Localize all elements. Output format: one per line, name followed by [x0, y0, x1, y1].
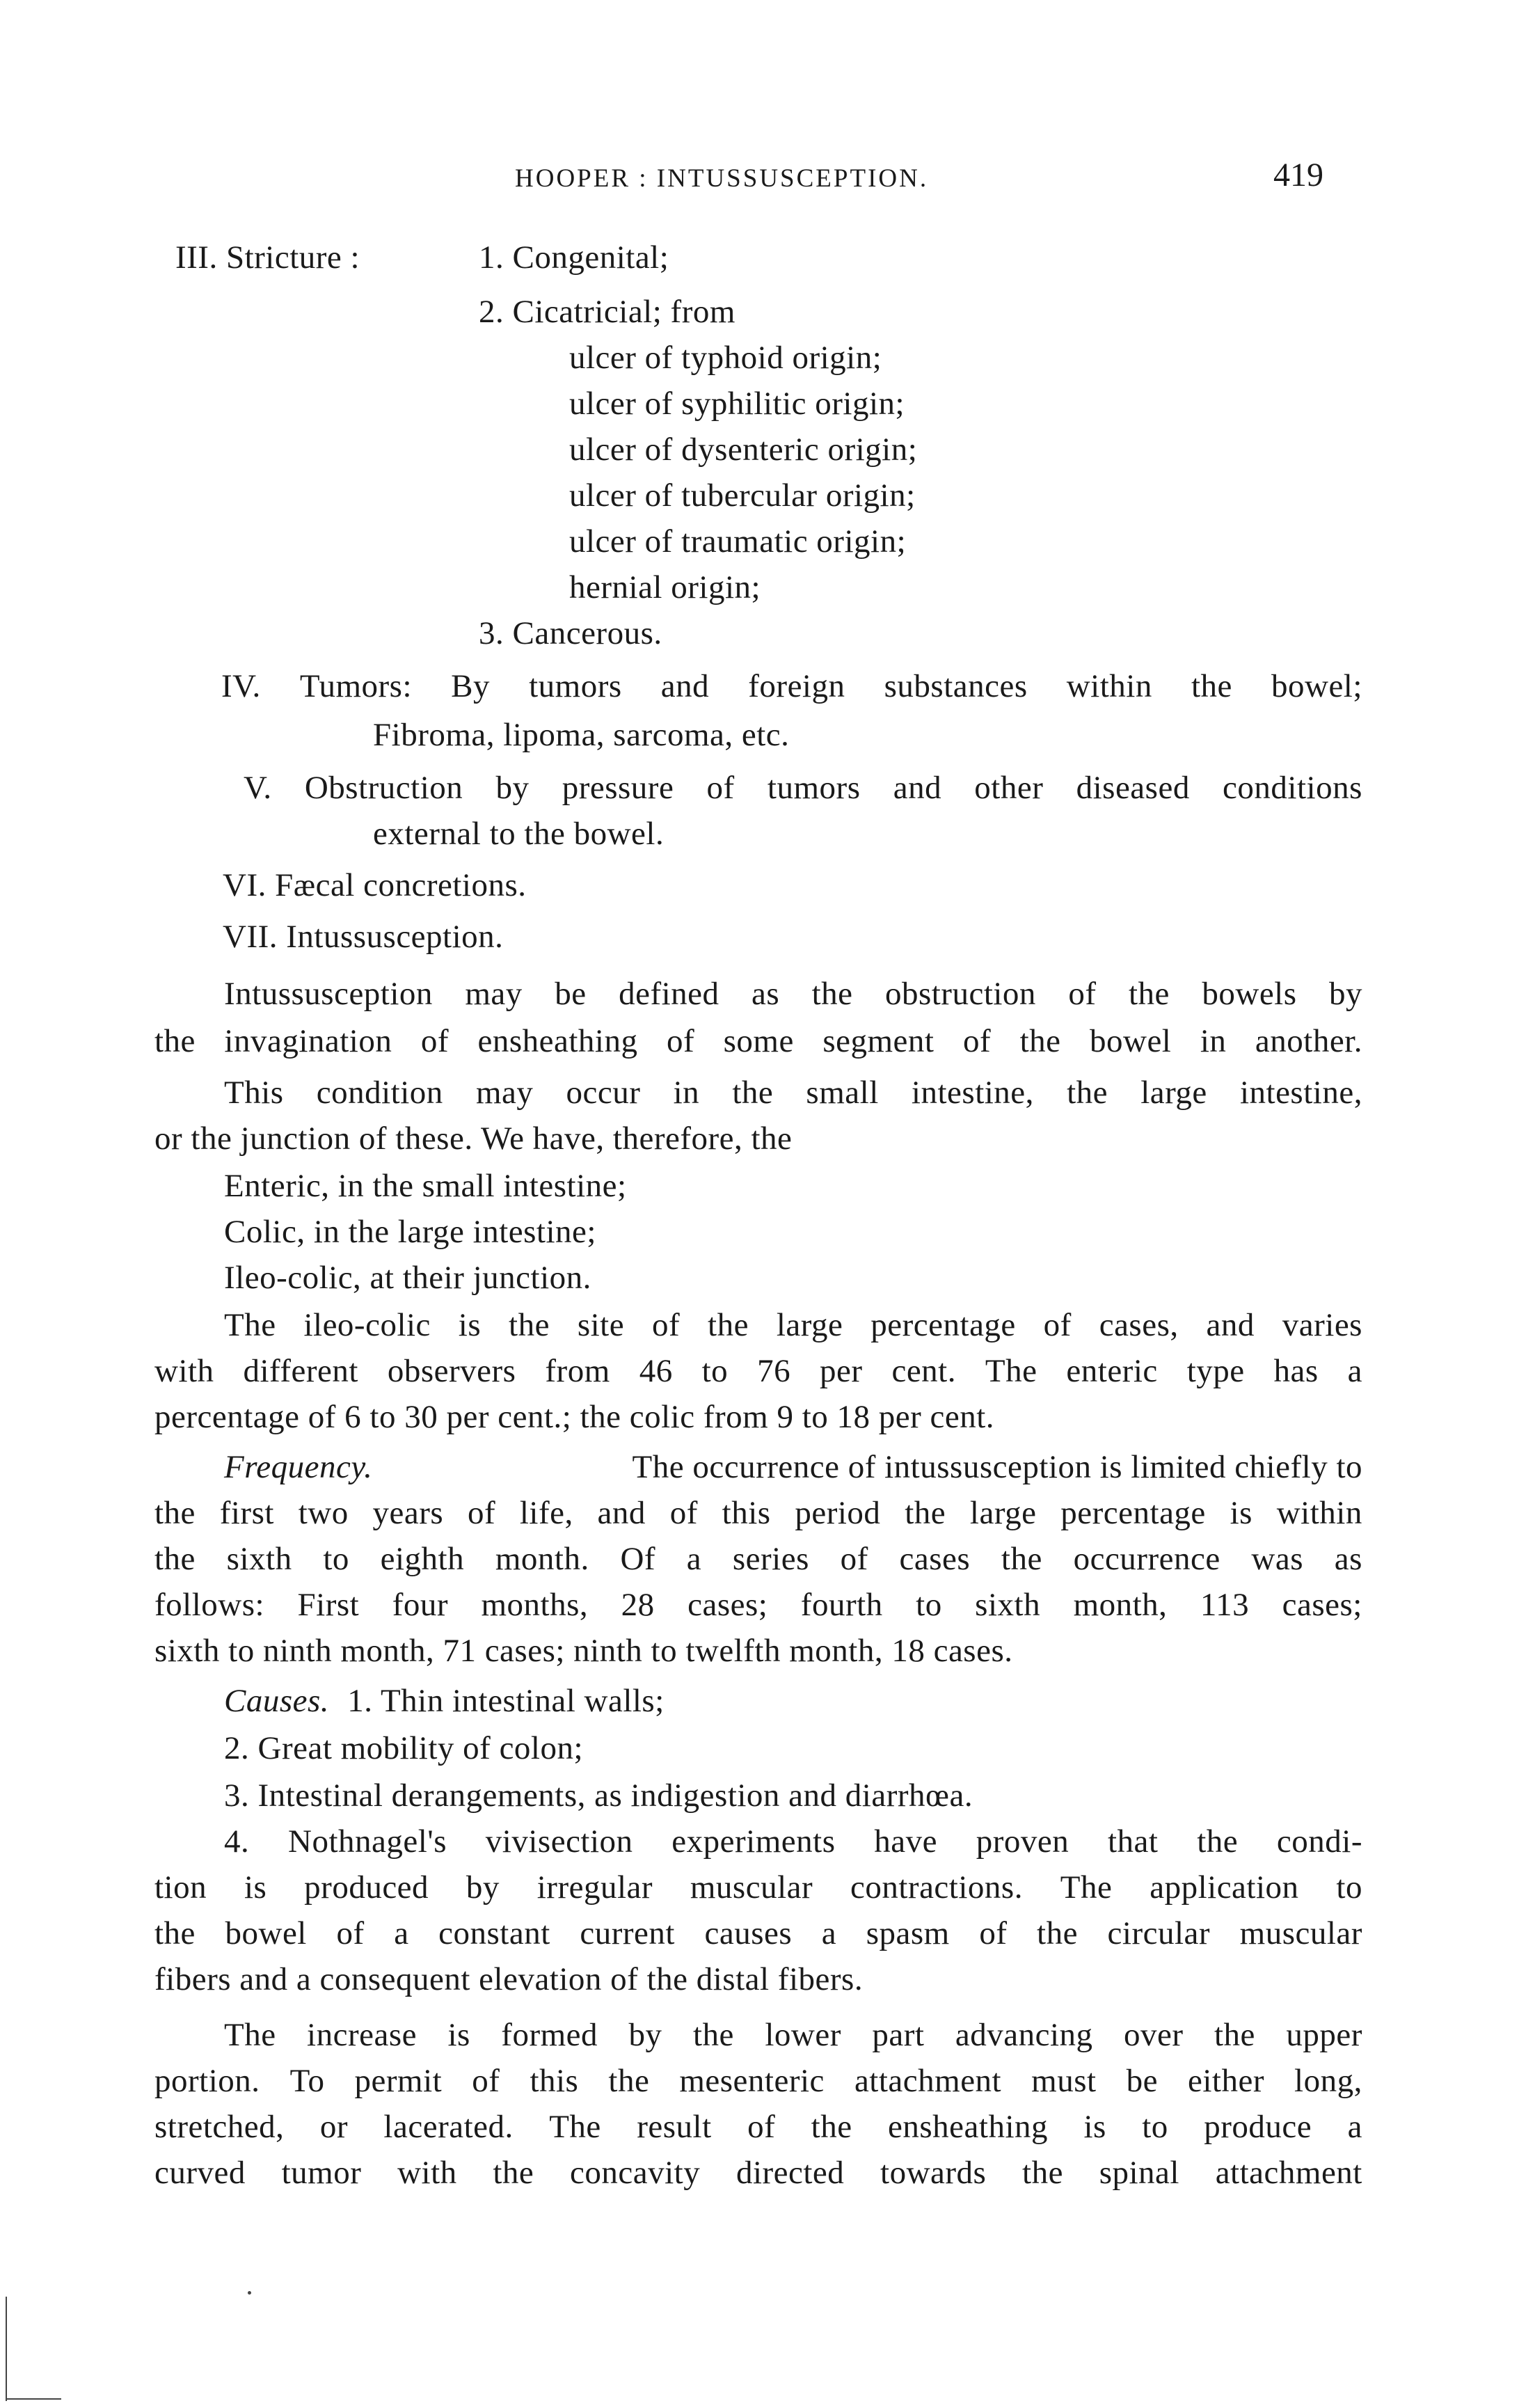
- word: small: [806, 1075, 879, 1111]
- word: invagination: [224, 1023, 392, 1059]
- word: To: [289, 2063, 325, 2099]
- word: cases: [899, 1541, 971, 1577]
- causes-heading: Causes.: [224, 1683, 330, 1719]
- frequency-line: [154, 1538, 1362, 1580]
- word: Nothnagel's: [288, 1823, 447, 1860]
- word: a: [686, 1541, 702, 1577]
- frequency-line: [154, 1492, 1362, 1534]
- word: first: [219, 1495, 274, 1531]
- word: to: [701, 1353, 729, 1389]
- word: sixth: [226, 1541, 292, 1577]
- word: fourth: [800, 1587, 883, 1623]
- cause-2: 2. Great mobility of colon;: [224, 1730, 584, 1766]
- word: the: [154, 1023, 196, 1059]
- word: The: [224, 2017, 276, 2053]
- word: as: [751, 976, 780, 1012]
- word: period: [795, 1495, 881, 1531]
- word: part: [872, 2017, 925, 2053]
- word: of: [747, 2109, 776, 2145]
- increase-line: [154, 2152, 1362, 2194]
- word: a: [394, 1915, 409, 1951]
- word: the: [1129, 976, 1170, 1012]
- word: of: [840, 1541, 868, 1577]
- percentages-line-2: [154, 1350, 1362, 1392]
- word: The: [549, 2109, 601, 2145]
- word: within: [1066, 668, 1152, 704]
- word: constant: [438, 1915, 550, 1951]
- word: curved: [154, 2155, 246, 2191]
- word: concavity: [570, 2155, 701, 2191]
- word: segment: [822, 1023, 935, 1059]
- word: cent.: [891, 1353, 956, 1389]
- type-enteric: Enteric, in the small intestine;: [224, 1168, 627, 1204]
- word: Of: [620, 1541, 656, 1577]
- word: The: [985, 1353, 1037, 1389]
- tumors-line-1: [221, 665, 1362, 707]
- word: is: [447, 2017, 470, 2053]
- word: condition: [316, 1075, 443, 1111]
- word: the: [905, 1495, 946, 1531]
- frequency-line: [154, 1584, 1362, 1626]
- word: By: [451, 668, 490, 704]
- word: advancing: [955, 2017, 1093, 2053]
- word: cases,: [1099, 1307, 1179, 1343]
- word: condi-: [1276, 1823, 1362, 1860]
- word: enteric: [1066, 1353, 1158, 1389]
- word: ensheathing: [888, 2109, 1049, 2145]
- condition-line-1: [224, 1072, 1362, 1114]
- word: percentage: [1060, 1495, 1206, 1531]
- origin-item: hernial origin;: [569, 569, 761, 605]
- word: may: [475, 1075, 534, 1111]
- word: the: [154, 1495, 196, 1531]
- word: by: [466, 1869, 500, 1906]
- word: spasm: [866, 1915, 950, 1951]
- word: of: [651, 1307, 681, 1343]
- word: the: [509, 1307, 550, 1343]
- word: increase: [307, 2017, 417, 2053]
- word: produced: [304, 1869, 429, 1906]
- word: irregular: [536, 1869, 653, 1906]
- word: bowel: [1090, 1023, 1172, 1059]
- word: causes: [704, 1915, 793, 1951]
- word: intestine,: [1239, 1075, 1362, 1111]
- word: to: [323, 1541, 349, 1577]
- word: years: [372, 1495, 444, 1531]
- word: from: [545, 1353, 610, 1389]
- word: follows:: [154, 1587, 265, 1623]
- origin-item: ulcer of dysenteric origin;: [569, 431, 918, 468]
- word: type: [1186, 1353, 1245, 1389]
- word: of: [669, 1495, 698, 1531]
- cause-4-line: [154, 1867, 1362, 1908]
- word: ensheathing: [477, 1023, 638, 1059]
- word: the: [1037, 1915, 1078, 1951]
- word: by: [1328, 976, 1362, 1012]
- word: be: [1126, 2063, 1158, 2099]
- word: the: [154, 1541, 196, 1577]
- word: obstruction: [884, 976, 1036, 1012]
- causes-line-1: [224, 1680, 665, 1722]
- word: occurrence: [1073, 1541, 1220, 1577]
- word: eighth: [380, 1541, 465, 1577]
- word: of: [962, 1023, 992, 1059]
- word: is: [1230, 1495, 1252, 1531]
- word: 113: [1200, 1587, 1250, 1623]
- word: and: [1206, 1307, 1255, 1343]
- word: contractions.: [850, 1869, 1023, 1906]
- scan-edge-mark: [6, 2398, 61, 2400]
- word: month.: [495, 1541, 589, 1577]
- word: upper: [1286, 2017, 1362, 2053]
- word: cases;: [687, 1587, 768, 1623]
- word: This: [224, 1075, 284, 1111]
- percentages-line-3: percentage of 6 to 30 per cent.; the colic from 9 to 18 per cent.: [154, 1399, 995, 1435]
- word: within: [1276, 1495, 1362, 1531]
- word: the: [811, 976, 853, 1012]
- stricture-label: III. Stricture :: [175, 239, 360, 276]
- word: experiments: [671, 1823, 836, 1860]
- word: a: [821, 1915, 837, 1951]
- word: the: [1191, 668, 1232, 704]
- word: life,: [519, 1495, 573, 1531]
- word: the: [1019, 1023, 1061, 1059]
- word: some: [723, 1023, 794, 1059]
- type-ileo-colic: Ileo-colic, at their junction.: [224, 1260, 591, 1296]
- word: Obstruction: [304, 770, 463, 806]
- word: this: [722, 1495, 771, 1531]
- word: of: [467, 1495, 496, 1531]
- percentages-line-1: [224, 1304, 1362, 1346]
- condition-line-2: or the junction of these. We have, therefore, the: [154, 1120, 793, 1157]
- word: observers: [387, 1353, 516, 1389]
- definition-line-1: [224, 973, 1362, 1015]
- word: the: [493, 2155, 534, 2191]
- word: tumors: [767, 770, 861, 806]
- word: Tumors:: [299, 668, 413, 704]
- word: First: [297, 1587, 360, 1623]
- word: different: [243, 1353, 358, 1389]
- scan-edge-mark: [6, 2297, 7, 2401]
- word: the: [154, 1915, 196, 1951]
- word: of: [666, 1023, 695, 1059]
- word: intestine,: [911, 1075, 1034, 1111]
- word: per: [820, 1353, 863, 1389]
- word: formed: [501, 2017, 598, 2053]
- obstruction-line-1: [244, 767, 1362, 809]
- word: as: [1334, 1541, 1362, 1577]
- word: tumor: [281, 2155, 362, 2191]
- word: tumors: [529, 668, 622, 704]
- word: and: [597, 1495, 646, 1531]
- word: The: [1060, 1869, 1113, 1906]
- word: is: [1083, 2109, 1106, 2145]
- faecal-concretions: VI. Fæcal concretions.: [223, 867, 527, 903]
- stricture-cicatricial: 2. Cicatricial; from: [479, 294, 735, 330]
- word: spinal: [1099, 2155, 1179, 2191]
- word: of: [336, 1915, 365, 1951]
- tumors-line-2: Fibroma, lipoma, sarcoma, etc.: [373, 717, 790, 753]
- word: was: [1251, 1541, 1304, 1577]
- word: ileo-colic: [303, 1307, 431, 1343]
- word: 28: [621, 1587, 655, 1623]
- word: must: [1031, 2063, 1097, 2099]
- scan-speck: [248, 2291, 251, 2295]
- word: V.: [244, 770, 272, 806]
- cause-4-line: [224, 1821, 1362, 1862]
- origin-item: ulcer of tubercular origin;: [569, 477, 916, 514]
- frequency-line: sixth to ninth month, 71 cases; ninth to twelfth month, 18 cases.: [154, 1633, 1013, 1669]
- word: the: [1197, 1823, 1239, 1860]
- frequency-line-1-text: The occurrence of intussusception is limited chiefly to: [632, 1449, 1362, 1485]
- word: conditions: [1223, 770, 1362, 806]
- origin-item: ulcer of syphilitic origin;: [569, 386, 905, 422]
- word: varies: [1282, 1307, 1362, 1343]
- frequency-line-1: [224, 1446, 1362, 1488]
- word: another.: [1255, 1023, 1362, 1059]
- word: the: [1001, 1541, 1042, 1577]
- word: of: [1068, 976, 1097, 1012]
- word: is: [458, 1307, 482, 1343]
- word: the: [1067, 1075, 1108, 1111]
- word: directed: [735, 2155, 845, 2191]
- word: result: [637, 2109, 712, 2145]
- word: bowel;: [1271, 668, 1362, 704]
- intussusception-item: VII. Intussusception.: [223, 919, 504, 955]
- word: 46: [639, 1353, 673, 1389]
- word: the: [1214, 2017, 1255, 2053]
- word: proven: [976, 1823, 1069, 1860]
- word: with: [397, 2155, 457, 2191]
- word: large: [969, 1495, 1037, 1531]
- word: other: [974, 770, 1044, 806]
- word: IV.: [221, 668, 261, 704]
- word: and: [660, 668, 710, 704]
- word: site: [577, 1307, 625, 1343]
- cause-4-line: fibers and a consequent elevation of the distal fibers.: [154, 1961, 864, 1997]
- word: the: [608, 2063, 650, 2099]
- word: bowel: [225, 1915, 307, 1951]
- word: The: [224, 1307, 276, 1343]
- word: permit: [354, 2063, 443, 2099]
- word: 4.: [224, 1823, 250, 1860]
- word: by: [628, 2017, 662, 2053]
- word: current: [580, 1915, 675, 1951]
- word: Intussusception: [224, 976, 433, 1012]
- word: with: [154, 1353, 214, 1389]
- word: and: [893, 770, 942, 806]
- origin-item: ulcer of typhoid origin;: [569, 340, 882, 376]
- word: circular: [1107, 1915, 1211, 1951]
- word: stretched,: [154, 2109, 285, 2145]
- word: the: [1022, 2155, 1063, 2191]
- word: long,: [1294, 2063, 1362, 2099]
- word: attachment: [1215, 2155, 1362, 2191]
- word: lacerated.: [383, 2109, 514, 2145]
- word: may: [465, 976, 523, 1012]
- word: vivisection: [485, 1823, 633, 1860]
- word: percentage: [870, 1307, 1016, 1343]
- word: by: [495, 770, 530, 806]
- word: month,: [1073, 1587, 1168, 1623]
- word: has: [1273, 1353, 1319, 1389]
- word: sixth: [975, 1587, 1041, 1623]
- word: bowels: [1202, 976, 1297, 1012]
- word: application: [1150, 1869, 1299, 1906]
- word: mesenteric: [679, 2063, 825, 2099]
- word: four: [392, 1587, 449, 1623]
- word: two: [298, 1495, 349, 1531]
- word: is: [244, 1869, 267, 1906]
- word: the: [811, 2109, 852, 2145]
- word: 76: [757, 1353, 791, 1389]
- frequency-heading: Frequency.: [224, 1449, 373, 1485]
- word: the: [708, 1307, 749, 1343]
- cause-3: 3. Intestinal derangements, as indigestion and diarrhœa.: [224, 1777, 973, 1814]
- word: towards: [880, 2155, 987, 2191]
- word: in: [1200, 1023, 1227, 1059]
- word: defined: [619, 976, 719, 1012]
- word: attachment: [854, 2063, 1002, 2099]
- cause-1: 1. Thin intestinal walls;: [347, 1683, 665, 1719]
- word: of: [420, 1023, 450, 1059]
- word: of: [706, 770, 735, 806]
- word: or: [319, 2109, 348, 2145]
- word: of: [979, 1915, 1008, 1951]
- word: have: [874, 1823, 937, 1860]
- word: diseased: [1076, 770, 1190, 806]
- page-number: 419: [1273, 157, 1323, 193]
- word: a: [1347, 1353, 1362, 1389]
- word: a: [1347, 2109, 1362, 2145]
- word: be: [555, 976, 587, 1012]
- word: large: [776, 1307, 843, 1343]
- increase-line: [224, 2014, 1362, 2056]
- word: of: [472, 2063, 500, 2099]
- stricture-cancerous: 3. Cancerous.: [479, 615, 662, 651]
- word: to: [1336, 1869, 1362, 1906]
- word: to: [1142, 2109, 1168, 2145]
- word: over: [1124, 2017, 1184, 2053]
- word: of: [1043, 1307, 1072, 1343]
- word: muscular: [1239, 1915, 1362, 1951]
- word: foreign: [748, 668, 845, 704]
- word: either: [1188, 2063, 1265, 2099]
- word: lower: [765, 2017, 841, 2053]
- word: large: [1140, 1075, 1207, 1111]
- word: tion: [154, 1869, 207, 1906]
- word: series: [732, 1541, 809, 1577]
- stricture-congenital: 1. Congenital;: [479, 239, 669, 276]
- cause-4-line: [154, 1912, 1362, 1954]
- increase-line: [154, 2060, 1362, 2102]
- word: in: [673, 1075, 700, 1111]
- definition-line-2: [154, 1020, 1362, 1062]
- word: substances: [884, 668, 1028, 704]
- word: occur: [566, 1075, 641, 1111]
- word: the: [732, 1075, 774, 1111]
- word: produce: [1204, 2109, 1312, 2145]
- word: the: [692, 2017, 734, 2053]
- obstruction-line-2: external to the bowel.: [373, 816, 665, 852]
- word: that: [1108, 1823, 1159, 1860]
- word: portion.: [154, 2063, 260, 2099]
- increase-line: [154, 2106, 1362, 2148]
- word: this: [530, 2063, 579, 2099]
- word: cases;: [1282, 1587, 1362, 1623]
- word: muscular: [690, 1869, 813, 1906]
- word: months,: [481, 1587, 589, 1623]
- running-header: HOOPER : INTUSSUSCEPTION.: [515, 164, 929, 193]
- word: pressure: [562, 770, 674, 806]
- type-colic: Colic, in the large intestine;: [224, 1214, 596, 1250]
- origin-item: ulcer of traumatic origin;: [569, 523, 907, 560]
- word: to: [916, 1587, 942, 1623]
